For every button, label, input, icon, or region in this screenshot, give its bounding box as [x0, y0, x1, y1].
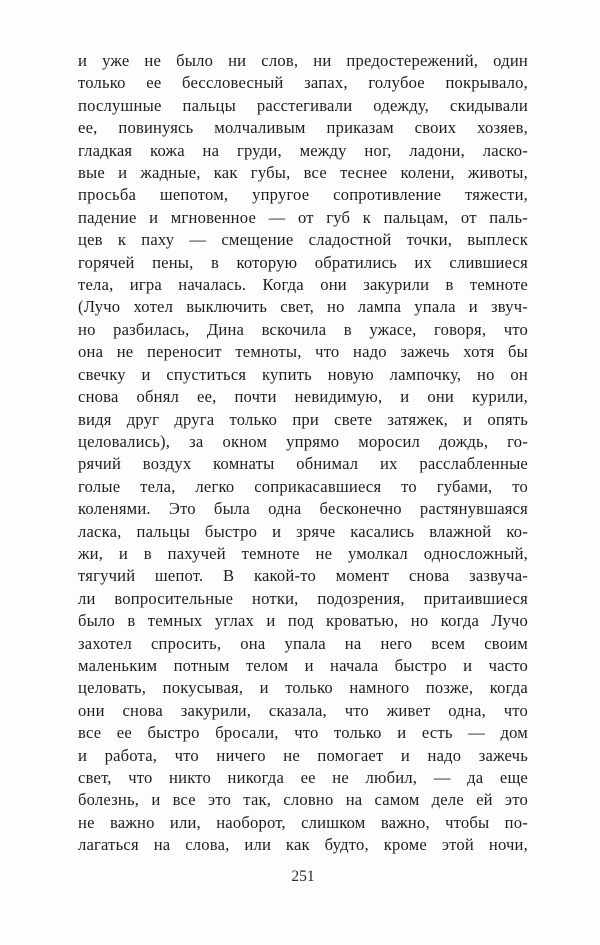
text-line: свечку и спуститься купить новую лампочку, но он [78, 364, 528, 384]
page-number: 251 [291, 868, 315, 885]
text-line: болезнь, и все это так, словно на самом деле ей это [78, 790, 528, 810]
text-line: гладкая кожа на груди, между ног, ладони, ласко- [78, 140, 528, 160]
text-line: свет, что никто никогда ее не любил, — да еще [78, 768, 528, 787]
text-line: послушные пальцы расстегивали одежду, скидывали [78, 95, 528, 115]
text-line: снова обнял ее, почти невидимую, и они курили, [78, 387, 528, 407]
text-line: тягучий шепот. В какой-то момент снова зазвуча- [78, 566, 528, 586]
text-block [78, 50, 528, 857]
text-line: она не переносит темноты, что надо зажечь хотя бы [78, 342, 528, 362]
text-line: голые тела, легко соприкасавшиеся то губами, то [78, 476, 528, 496]
text-line: ее, повинуясь молчаливым приказам своих хозяев, [78, 118, 528, 138]
text-line: (Лучо хотел выключить свет, но лампа упала и звуч- [78, 297, 528, 317]
text-line: тела, игра началась. Когда они закурили в темноте [78, 275, 528, 295]
text-line: не важно или, наоборот, слишком важно, чтобы по- [78, 812, 528, 832]
text-line: и уже не было ни слов, ни предостережений, один [78, 51, 528, 70]
text-line: они снова закурили, сказала, что живет одна, что [78, 700, 528, 720]
text-line: вые и жадные, как губы, все теснее колени, животы, [78, 163, 528, 183]
text-line: захотел спросить, она упала на него всем своим [78, 633, 528, 653]
text-line: целовать, покусывая, и только намного позже, когда [78, 678, 528, 698]
text-line: коленями. Это была одна бесконечно растянувшаяся [78, 499, 528, 519]
text-line: и работа, что ничего не помогает и надо зажечь [78, 745, 528, 765]
text-line: падение и мгновенное — от губ к пальцам, от паль- [78, 207, 528, 227]
text-line: все ее быстро бросали, что только и есть — дом [78, 723, 528, 743]
text-line: лагаться на слова, или как будто, кроме этой ночи, [78, 835, 528, 855]
text-line: жи, и в пахучей темноте не умолкал односложный, [78, 543, 528, 563]
text-line: ли вопросительные нотки, подозрения, притаившиеся [78, 588, 528, 608]
text-line: только ее бессловесный запах, голубое покрывало, [78, 73, 528, 93]
text-line: целовались), за окном упрямо моросил дождь, го- [78, 431, 528, 451]
text-line: но разбилась, Дина вскочила в ужасе, говоря, что [78, 319, 528, 339]
text-line: видя друг друга только при свете затяжек, и опять [78, 409, 528, 429]
text-line: было в темных углах и под кроватью, но когда Лучо [78, 611, 528, 631]
text-line: рячий воздух комнаты обнимал их расслабленные [78, 454, 528, 474]
text-line: маленьким потным телом и начала быстро и часто [78, 655, 528, 675]
text-line: цев к паху — смещение сладостной точки, выплеск [78, 230, 528, 250]
text-line: горячей пены, в которую обратились их слившиеся [78, 252, 528, 272]
text-line: просьба шепотом, упругое сопротивление тяжести, [78, 185, 528, 205]
text-line: ласка, пальцы быстро и зряче касались влажной ко- [78, 521, 528, 541]
